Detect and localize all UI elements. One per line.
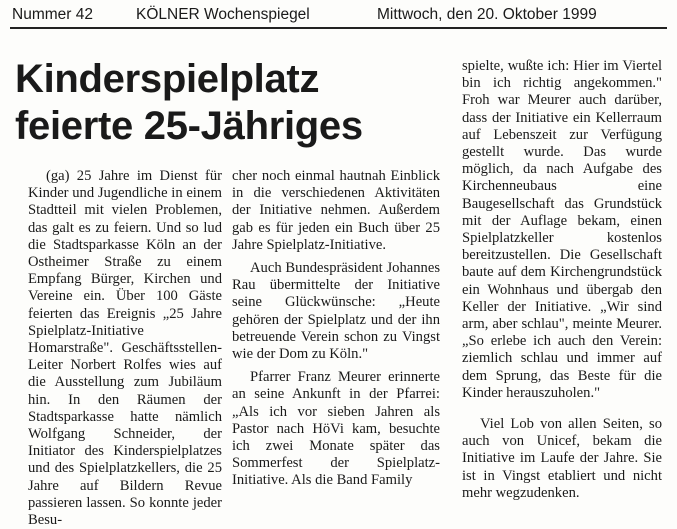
headline-line-1: Kinderspielplatz [15, 57, 320, 101]
article-column-1 [28, 168, 222, 529]
paragraph-intro: (ga) 25 Jahre im Dienst für Kinder und Jugendliche in einem Stadtteil mit vielen Problemen, das galt es zu feiern. Und so lud die Stadtsparkasse Köln an der Ostheimer Straße zu einem Empfang Bürger, Kirchen und Vereine ein. Über 100 Gäste feierten das Ereignis „25 Jahre Spielplatz-Initiative Homarstraße". Geschäftsstellen-Leiter Norbert Rolfes wies auf die Ausstellung zum Jubiläum hin. In den Räumen der Stadtsparkasse hatte nämlich Wolfgang Schneider, der Initiator des Kinderspielplatzes und des Spielplatzkellers, die 25 Jahre auf Bildern Revue passieren lassen. So konnte jeder Besu- [28, 168, 222, 529]
paragraph-meurer: Pfarrer Franz Meurer erinnerte an seine Ankunft in der Pfarrei: „Als ich vor sieben Jahren als Pastor nach HöVi kam, besuchte ich zwei Monate später das Sommerfest der Spielplatz-Initiative. Als die Band Family [232, 369, 440, 489]
paragraph-closing: Viel Lob von allen Seiten, so auch von Unicef, bekam die Initiative im Laufe der Jahre. Sie ist in Vingst etabliert und nicht mehr wegzudenken. [462, 416, 662, 501]
masthead-rule [10, 27, 667, 29]
article-column-3 [462, 58, 662, 502]
paragraph-meurer-continued: spielte, wußte ich: Hier im Viertel bin ich richtig angekommen." Froh war Meurer auch darüber, dass der Initiative ein Kellerraum auf Lebenszeit zur Verfügung gestellt wurde. Das wurde möglich, da nach Aufgabe des Kirchenneubaus eine Baugesellschaft das Grundstück mit der Auflage bekam, einen Spielplatzkeller kostenlos bereitzustellen. Die Gesellschaft baute auf dem Kirchengrundstück ein Wohnhaus und übergab den Keller der Initiative. „Wir sind arm, aber schlau", meinte Meurer. „So erlebe ich auch den Verein: ziemlich schlau und immer auf dem Sprung, das Beste für die Kinder herauszuholen." [462, 58, 662, 401]
issue-number: Nummer 42 [12, 6, 93, 23]
article-column-2 [232, 168, 440, 490]
paragraph-rau-quote: Auch Bundespräsident Johannes Rau übermittelte der Initiative seine Glückwünsche: „Heute gehören der Spielplatz und der ihn betreuende Verein schon zu Vingst wie der Dom zu Köln." [232, 260, 440, 363]
headline [15, 56, 435, 150]
issue-date: Mittwoch, den 20. Oktober 1999 [377, 6, 597, 23]
masthead [12, 4, 667, 26]
paragraph-continuation: cher noch einmal hautnah Einblick in die verschiedenen Aktivitäten der Initiative nehmen. Außerdem gab es für jeden ein Buch über 25 Jahre Spielplatz-Initiative. [232, 168, 440, 253]
headline-line-2: feierte 25-Jähriges [15, 104, 363, 148]
newspaper-name: KÖLNER Wochenspiegel [136, 6, 310, 23]
